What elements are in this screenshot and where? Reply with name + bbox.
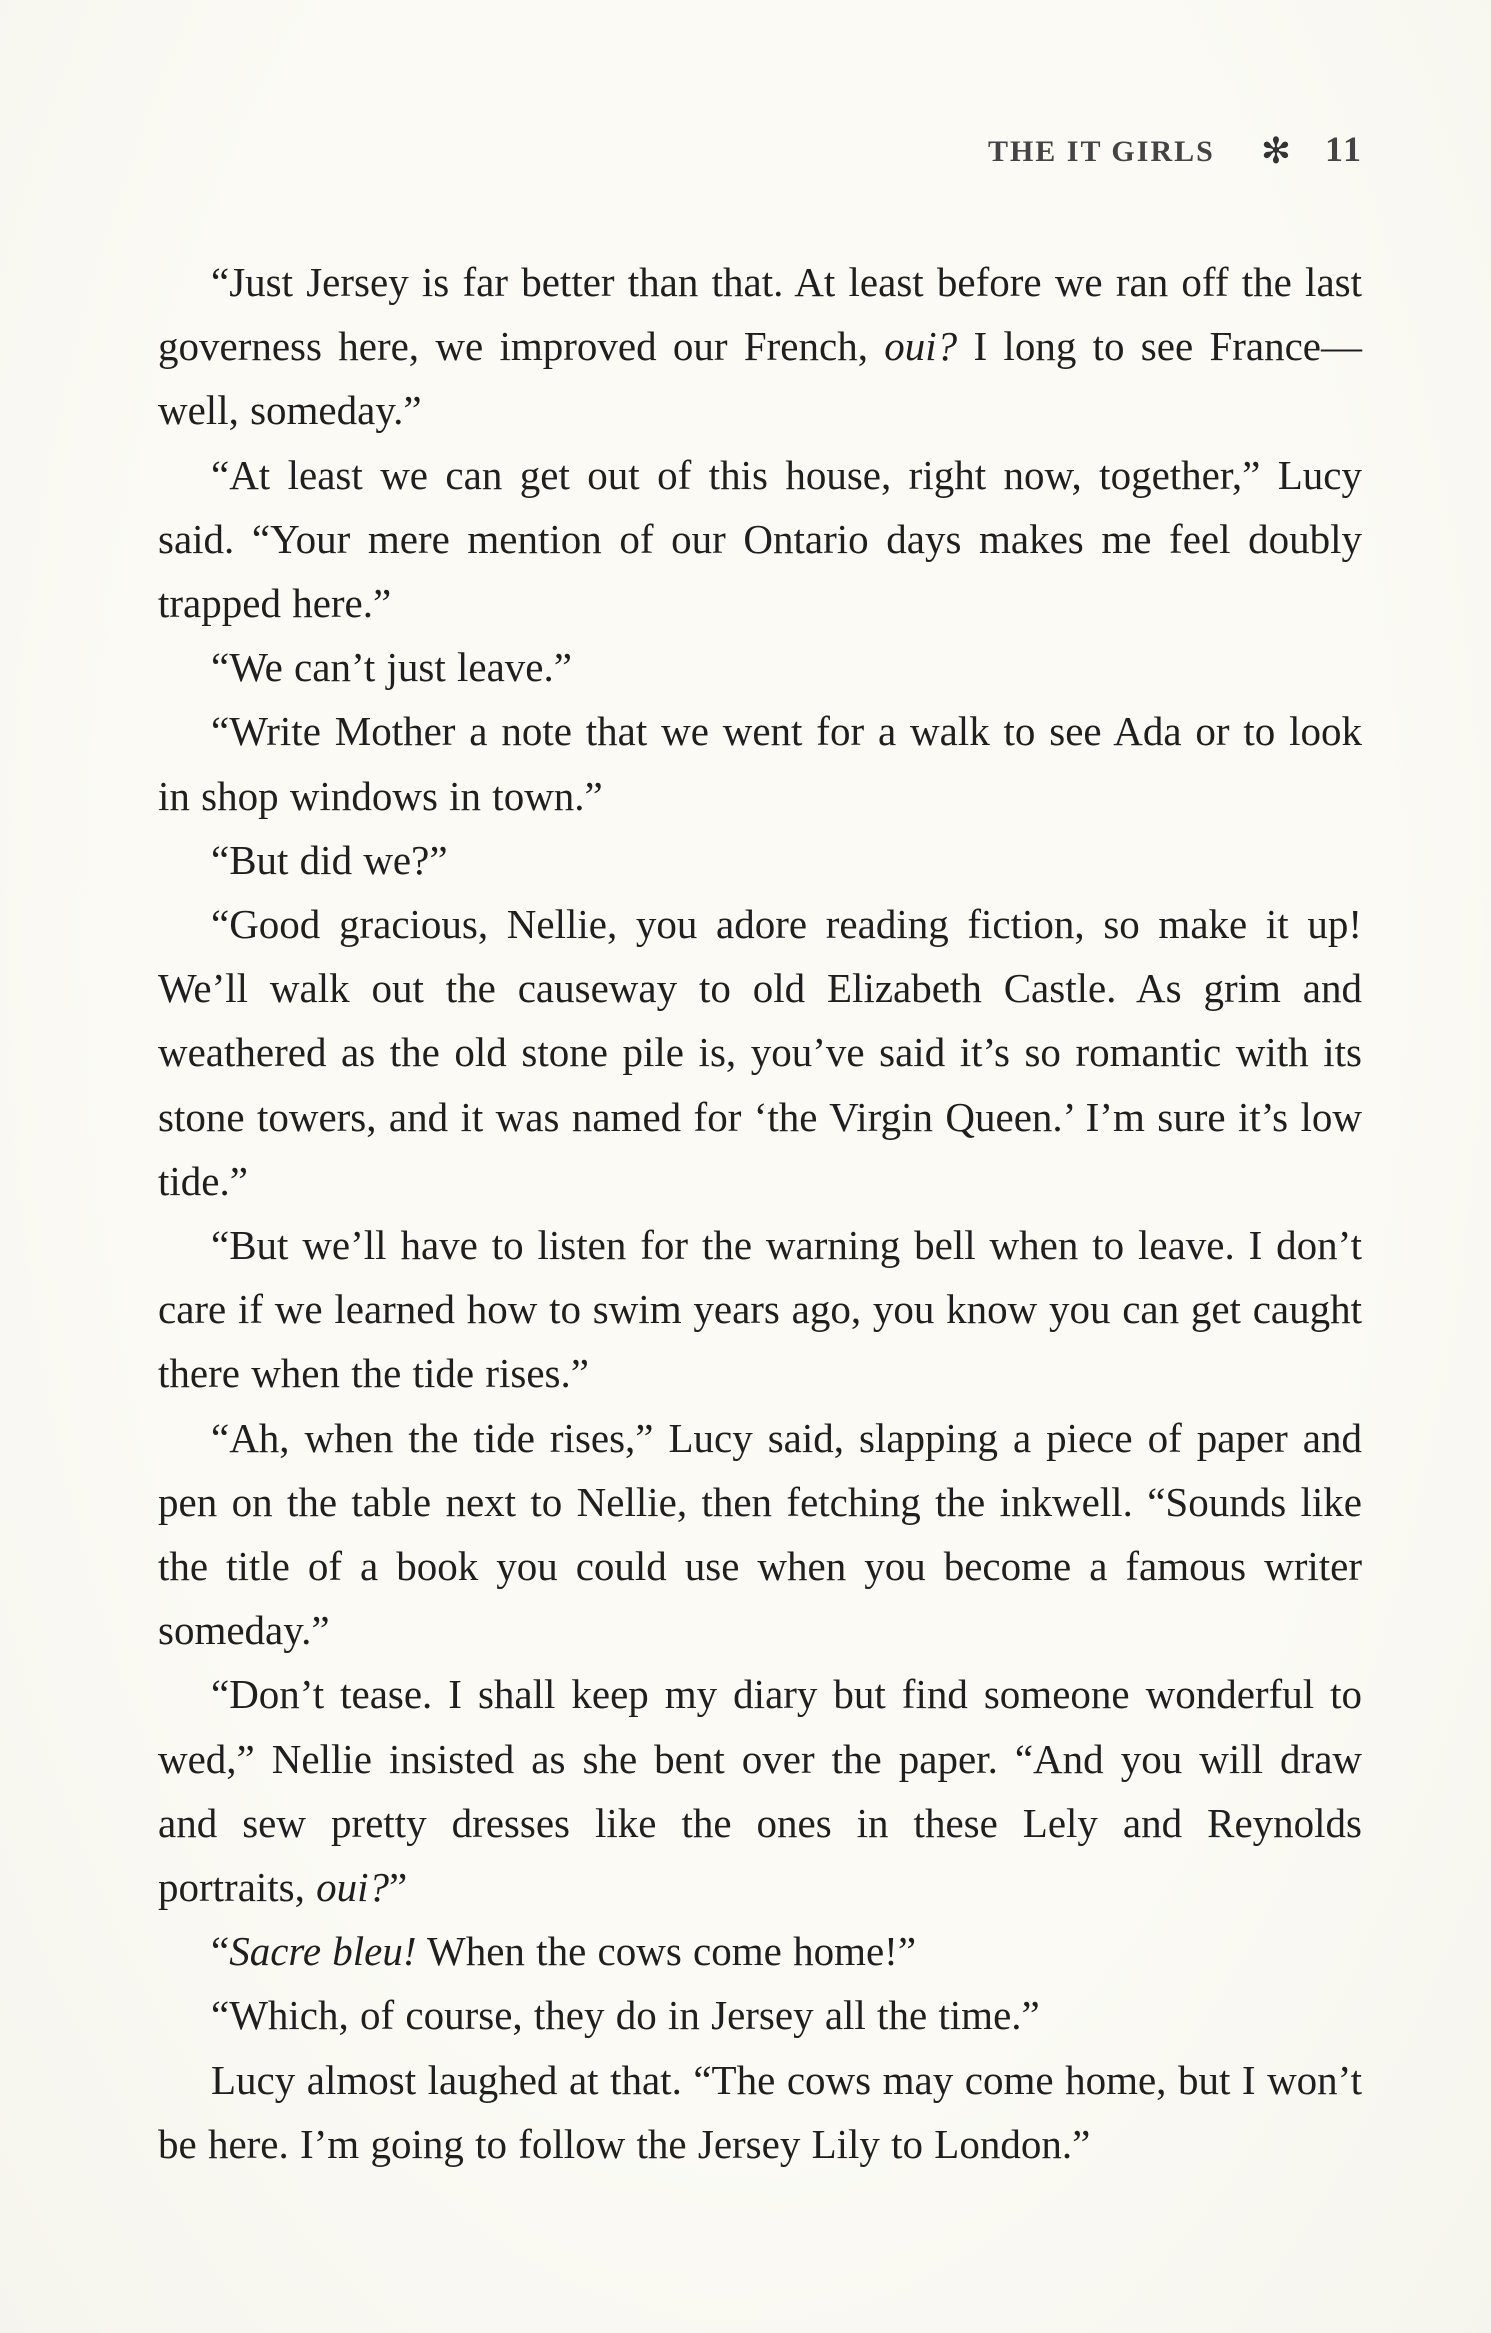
text-run: I long to see France—well, someday.” [158, 323, 1363, 434]
page-number: 11 [1324, 129, 1363, 169]
text-run: ” [389, 1864, 408, 1911]
text-run: “Good gracious, Nellie, you adore reading fiction, so make it up! We’ll walk out the causeway to old Elizabeth Castle. As grim and weathered as the old stone pile is, you’ve said it’s so romantic with its stone towers, and it was named for ‘the Virgin Queen.’ I’m sure it’s low tide.” [158, 901, 1362, 1204]
text-run: “Ah, when the tide rises,” Lucy said, slapping a piece of paper and pen on the table next to Nellie, then fetching the inkwell. “Sounds like the title of a book you could use when you become a famous writer someday.” [158, 1414, 1362, 1654]
paragraph [158, 699, 1362, 827]
italic-run: Sacre bleu! [229, 1928, 417, 1975]
paragraph [158, 1213, 1362, 1406]
paragraph [158, 443, 1362, 636]
text-run: When the cows come home!” [416, 1928, 917, 1975]
paragraph [158, 1983, 1362, 2047]
paragraph [158, 1919, 1362, 1983]
text-run: “ [211, 1928, 230, 1975]
text-run: “Don’t tease. I shall keep my diary but find someone wonderful to wed,” Nellie insisted as she bent over the paper. “And you will draw and sew pretty dresses like the ones in these Lely and Reynolds portraits, [158, 1671, 1362, 1911]
running-head-title: THE IT GIRLS [987, 135, 1215, 168]
paragraph [158, 1662, 1362, 1919]
text-run: “Which, of course, they do in Jersey all the time.” [211, 1992, 1040, 2039]
italic-run: oui? [884, 323, 958, 370]
paragraph [158, 828, 1362, 892]
text-run: “We can’t just leave.” [211, 644, 572, 691]
paragraph [158, 635, 1362, 699]
paragraph [158, 892, 1362, 1213]
text-run: “But did we?” [211, 836, 448, 883]
paragraph [158, 2048, 1362, 2176]
text-run: “Just Jersey is far better than that. At least before we ran off the last governess here, we improved our French, [158, 259, 1362, 370]
text-run: Lucy almost laughed at that. “The cows may come home, but I won’t be here. I’m going to follow the Jersey Lily to London.” [158, 2056, 1362, 2167]
text-run: “At least we can get out of this house, right now, together,” Lucy said. “Your mere mention of our Ontario days makes me feel doubly trapped here.” [158, 451, 1362, 627]
text-run: “Write Mother a note that we went for a walk to see Ada or to look in shop windows in town.” [158, 708, 1362, 819]
text-run: “But we’ll have to listen for the warning bell when to leave. I don’t care if we learned how to swim years ago, you know you can get caught there when the tide rises.” [158, 1222, 1362, 1397]
paragraph [158, 250, 1362, 443]
italic-run: oui? [316, 1864, 390, 1911]
paragraph [158, 1406, 1362, 1663]
asterisk-ornament-icon: ✻ [1260, 131, 1291, 172]
body-text [158, 250, 1362, 2176]
running-head [988, 128, 1363, 170]
